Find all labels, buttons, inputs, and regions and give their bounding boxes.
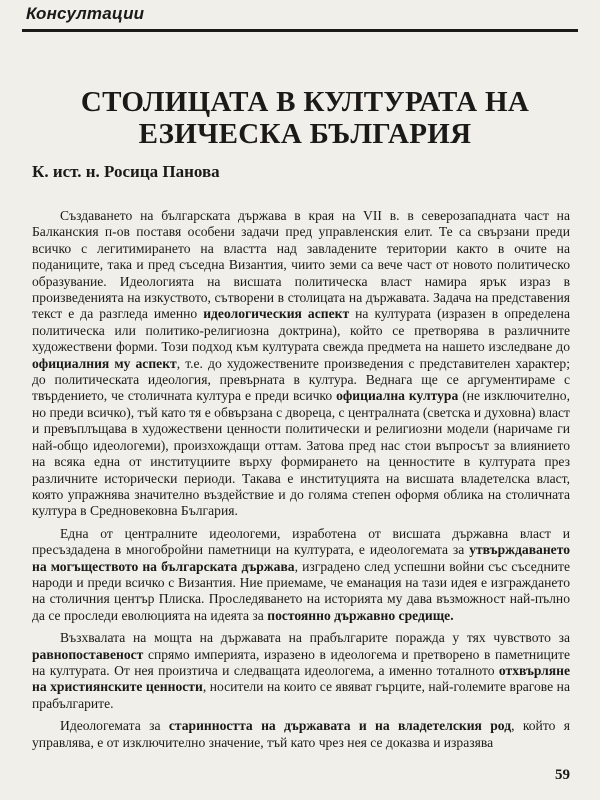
emphasized-phrase: идеологическия аспект [203,306,350,322]
paragraph-text: (не изключително, но преди всичко), тъй като тя е обвързана с двореца, с централната (светска и духовна) власт и превъплъщава в художествени ценности политически и религиозни модели (наричаме ги най-общо идеологеми), произхождащи оттам. Затова пред нас стои въпросът за влиянието на всяка една от институциите върху формирането на ценностите в културата през различните исторически периоди. Такава е институцията на висшата владетелска власт, която упражнява значително въздействие и до голяма степен оформя облика на столичната култура в Средновековна България. [32,388,570,519]
page-number: 59 [555,767,570,783]
article-body [32,208,570,757]
emphasized-phrase: отхвърляне на християнските ценности [32,662,570,695]
paragraph-text: , който я управлява, е от изключително значение, тъй като чрез нея се доказва и изразява [32,718,570,750]
paragraph-text: Една от централните идеологеми, изработена от висшата държавна власт и пресъздадена в многобройни паметници на културата, е идеологемата за [32,525,570,558]
paragraph-text: на културата (изразен в определена политическа или политико-религиозна доктрина), който се претворява в различните художествени форми. Този подход към културата свежда предмета на нашето изследване до [32,306,570,355]
emphasized-phrase: официалния му аспект [32,355,177,371]
emphasized-phrase: утвърждаването на могъществото на българската държава [32,542,570,574]
paragraph-text: Идеологемата за [60,718,169,734]
paragraph-text: Създаването на българската държава в края на VII в. в северозападната част на Балканския п-ов поставя особени задачи пред управленския елит. Те са свързани преди всичко с легитимирането на властта над завладените територии както в очите на поданиците, така и пред съседна Византия, чиито земи са вече част от новото политическо образувание. Идеологията на висшата политическа власт намира ярък израз в произведенията на изкуството, сътворени в столицата на държавата. Задача на представения текст е да разгледа именно [32,208,570,322]
paragraph-text: , носители на които се явяват гърците, най-големите врагове на прабългарите. [32,679,570,711]
emphasized-phrase: равнопоставеност [32,646,144,662]
paragraph-text: , изградено след успешни войни със съседните народи и преди всичко с Византия. Ние приемаме, че еманация на тази идея е изграждането на столичния център Плиска. Проследяването на историята му дава възможност най-пълно да се проследи еволюцията на идеята за [32,558,570,623]
paragraph-text: спрямо империята, изразено в идеологема и претворено в паметниците на културата. От нея произтича и следващата идеологема, а именно тоталното [32,646,570,678]
body-paragraph [32,718,570,751]
header-rule [22,29,578,32]
body-paragraph [32,630,570,712]
article-title: СТОЛИЦАТА В КУЛТУРАТА НА ЕЗИЧЕСКА БЪЛГАРИЯ [80,86,530,150]
emphasized-phrase: официална култура [336,388,459,404]
body-paragraph [32,208,570,520]
paragraph-text: Възхвалата на мощта на държавата на прабългарите поражда у тях чувството за [60,630,570,646]
section-header: Консултации [26,4,145,23]
body-paragraph [32,526,570,624]
paragraph-text: , т.е. до художествените произведения с представителен характер; до политическата идеология, превърната в култура. Веднага ще се аргументираме с твърдението, че столичната култура е преди всичко [32,355,570,404]
emphasized-phrase: постоянно държавно средище. [267,607,454,623]
emphasized-phrase: старинността на държавата и на владетелския род [168,718,512,734]
article-author: К. ист. н. Росица Панова [32,162,220,181]
